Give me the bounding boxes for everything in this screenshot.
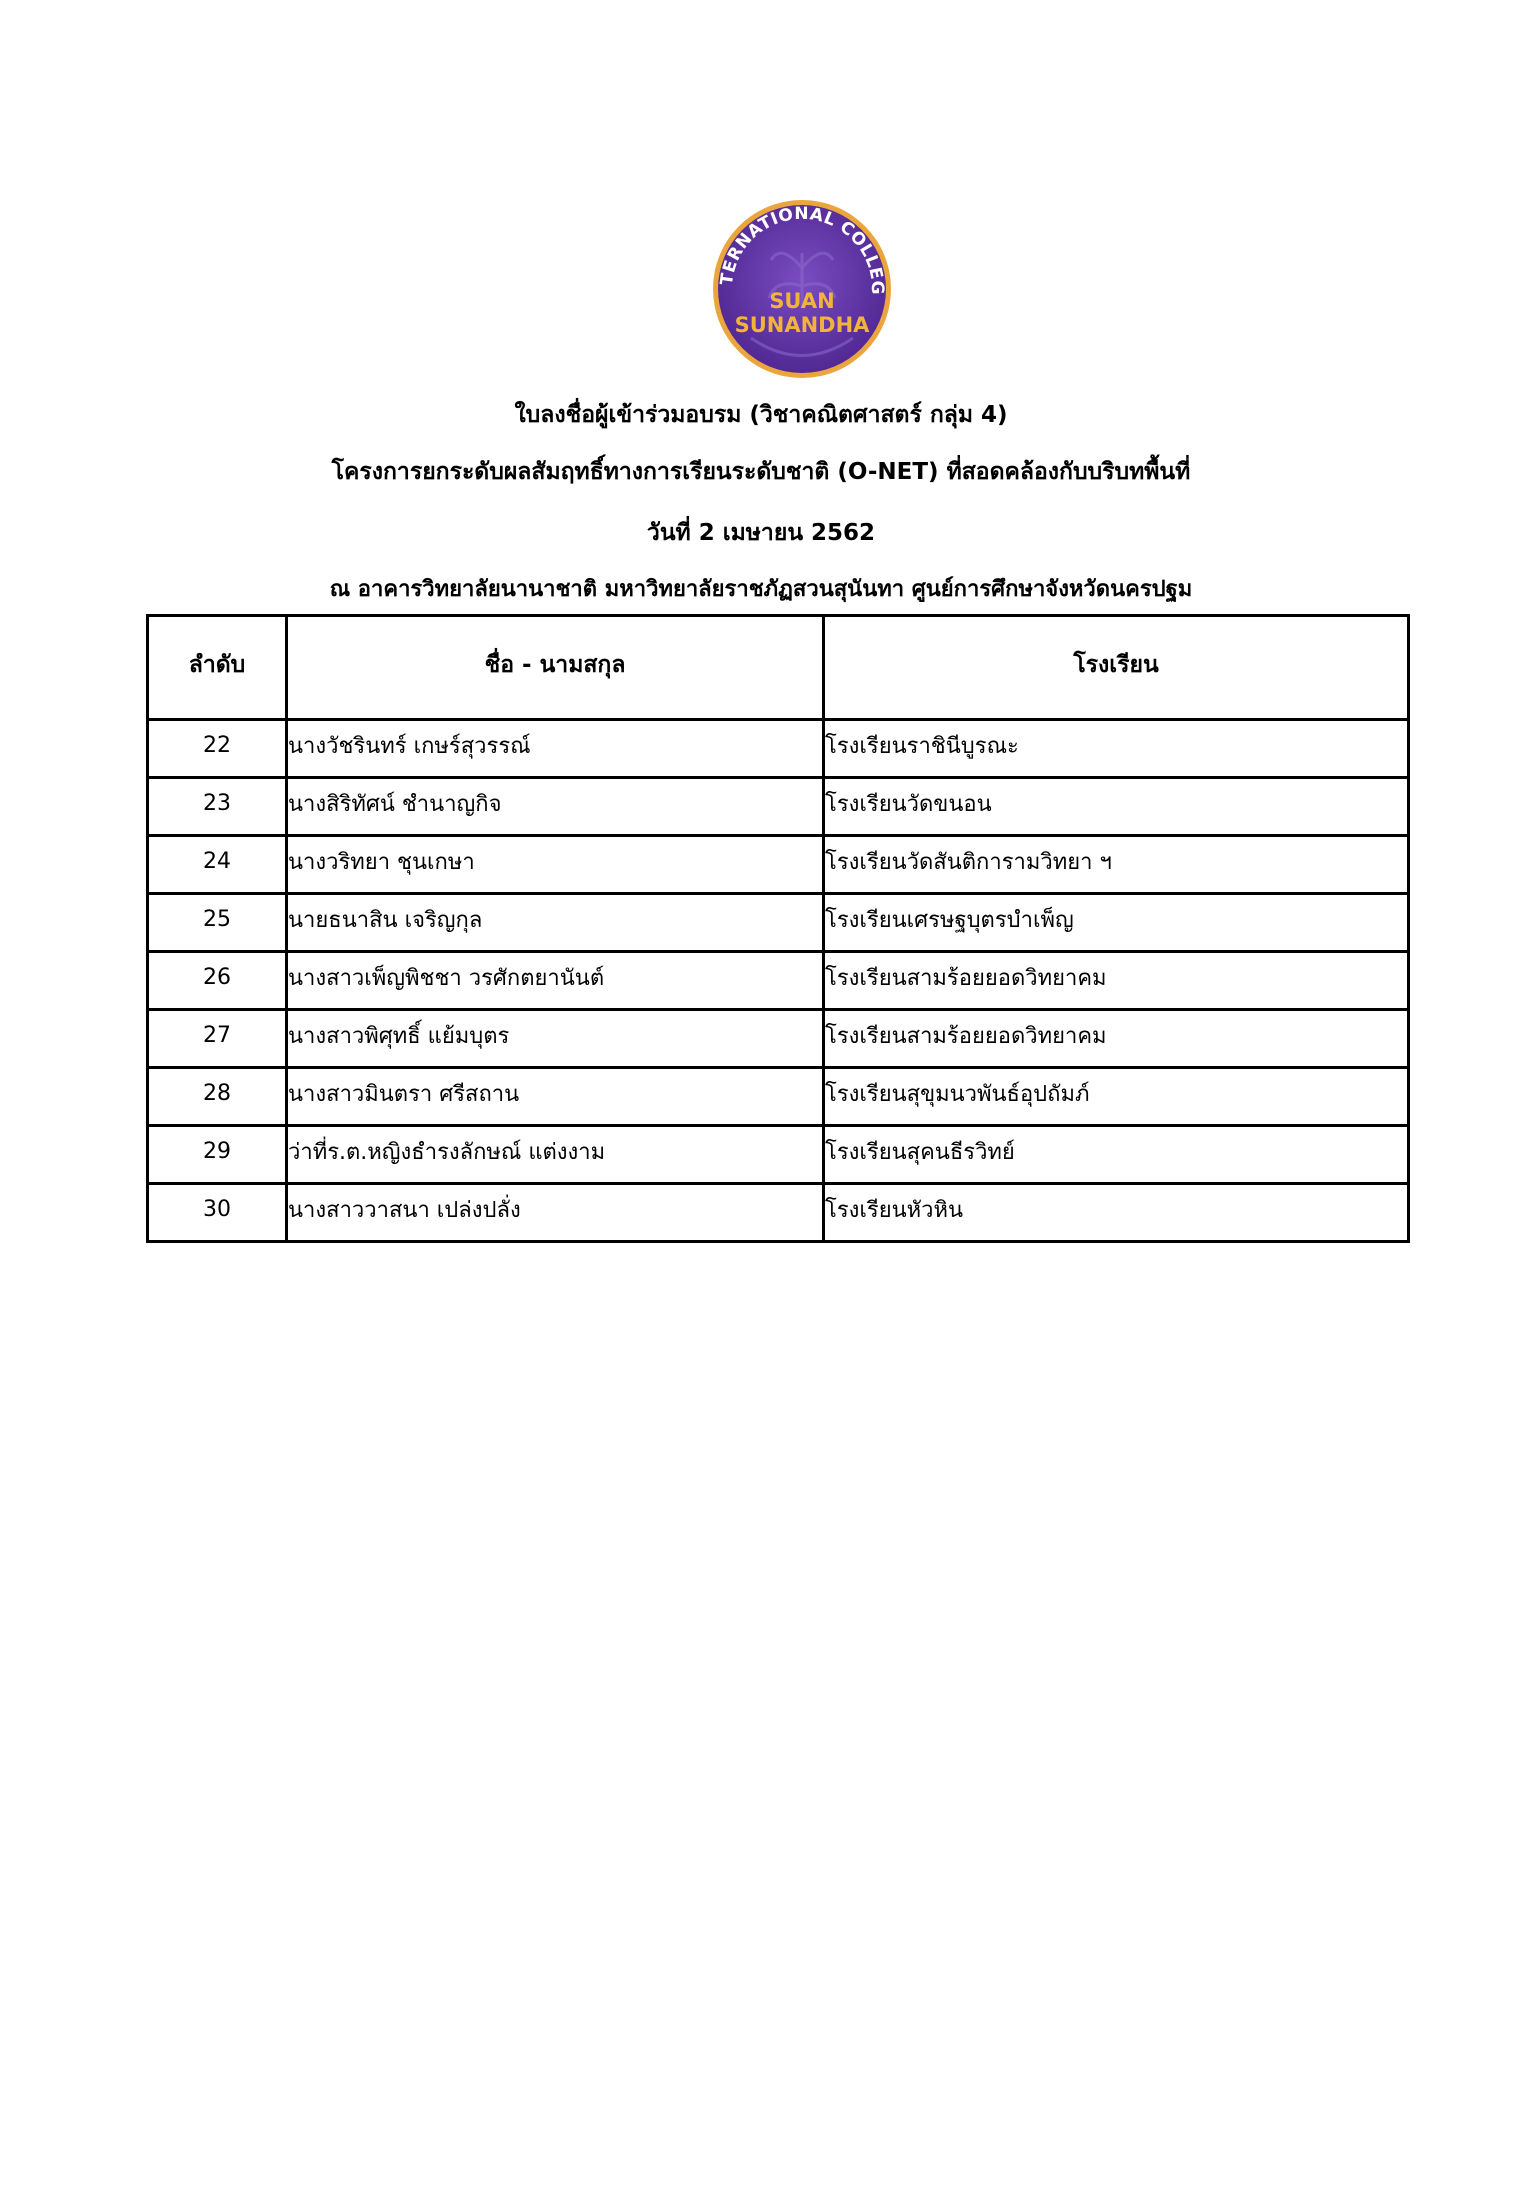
attendee-name-cell bbox=[287, 720, 824, 778]
attendee-name: นางวัชรินทร์ เกษร์สุวรรณ์ bbox=[288, 734, 531, 759]
attendee-name-cell bbox=[287, 778, 824, 836]
school-name: โรงเรียนสุคนธีรวิทย์ bbox=[825, 1140, 1015, 1165]
school-name: โรงเรียนสามร้อยยอดวิทยาคม bbox=[825, 966, 1107, 991]
table-row bbox=[148, 836, 1409, 894]
attendee-name-cell bbox=[287, 1126, 824, 1184]
row-number-cell bbox=[148, 1068, 287, 1126]
row-number-cell bbox=[148, 1126, 287, 1184]
column-header-name: ชื่อ - นามสกุล bbox=[287, 616, 824, 720]
table-header-row bbox=[148, 616, 1409, 720]
attendee-name: นางสิริทัศน์ ชำนาญกิจ bbox=[288, 792, 502, 817]
table-row bbox=[148, 720, 1409, 778]
table-row bbox=[148, 1126, 1409, 1184]
table-row bbox=[148, 1184, 1409, 1242]
row-number-cell bbox=[148, 1010, 287, 1068]
attendee-name: นางวริทยา ชุนเกษา bbox=[288, 850, 475, 875]
attendee-name-cell bbox=[287, 1068, 824, 1126]
column-header-school: โรงเรียน bbox=[824, 616, 1409, 720]
school-name: โรงเรียนราชินีบูรณะ bbox=[825, 734, 1019, 759]
attendee-name: ว่าที่ร.ต.หญิงธำรงลักษณ์ แต่งงาม bbox=[288, 1140, 606, 1165]
college-logo bbox=[711, 198, 893, 380]
school-name: โรงเรียนเศรษฐบุตรบำเพ็ญ bbox=[825, 908, 1074, 933]
row-number-cell bbox=[148, 894, 287, 952]
document-title: ใบลงชื่อผู้เข้าร่วมอบรม (วิชาคณิตศาสตร์ กลุ่ม 4) bbox=[514, 402, 1008, 428]
school-name: โรงเรียนหัวหิน bbox=[825, 1198, 964, 1223]
row-number: 24 bbox=[203, 849, 231, 874]
table-row bbox=[148, 778, 1409, 836]
row-number-cell bbox=[148, 778, 287, 836]
table-row bbox=[148, 1068, 1409, 1126]
logo-center-text-1: SUAN bbox=[769, 289, 835, 313]
row-number: 23 bbox=[203, 791, 231, 816]
school-name: โรงเรียนวัดสันติการามวิทยา ฯ bbox=[825, 850, 1112, 875]
school-name: โรงเรียนสามร้อยยอดวิทยาคม bbox=[825, 1024, 1107, 1049]
school-name-cell bbox=[824, 720, 1409, 778]
school-name-cell bbox=[824, 778, 1409, 836]
school-name-cell bbox=[824, 836, 1409, 894]
column-header-number: ลำดับ bbox=[148, 616, 287, 720]
school-name: โรงเรียนสุขุมนวพันธ์อุปถัมภ์ bbox=[825, 1082, 1090, 1107]
row-number: 22 bbox=[203, 733, 231, 758]
attendee-name-cell bbox=[287, 894, 824, 952]
attendee-name-cell bbox=[287, 836, 824, 894]
logo-center-text-2: SUNANDHA bbox=[734, 313, 870, 337]
row-number: 29 bbox=[203, 1139, 231, 1164]
table-row bbox=[148, 952, 1409, 1010]
row-number: 28 bbox=[203, 1081, 231, 1106]
row-number: 25 bbox=[203, 907, 231, 932]
row-number-cell bbox=[148, 952, 287, 1010]
row-number: 30 bbox=[203, 1197, 231, 1222]
school-name-cell bbox=[824, 1126, 1409, 1184]
school-name-cell bbox=[824, 1010, 1409, 1068]
attendee-name: นางสาวเพ็ญพิชชา วรศักตยานันต์ bbox=[288, 966, 605, 991]
attendee-name-cell bbox=[287, 1184, 824, 1242]
attendee-name: นางสาวมินตรา ศรีสถาน bbox=[288, 1082, 520, 1107]
row-number: 26 bbox=[203, 965, 231, 990]
college-seal-icon bbox=[711, 198, 893, 380]
attendee-name: นางสาววาสนา เปล่งปลั่ง bbox=[288, 1198, 521, 1223]
attendee-name: นางสาวพิศุทธิ์ แย้มบุตร bbox=[288, 1024, 510, 1049]
row-number-cell bbox=[148, 720, 287, 778]
table-row bbox=[148, 894, 1409, 952]
event-venue: ณ อาคารวิทยาลัยนานาชาติ มหาวิทยาลัยราชภัฏสวนสุนันทา ศูนย์การศึกษาจังหวัดนครปฐม bbox=[329, 577, 1193, 602]
project-name: โครงการยกระดับผลสัมฤทธิ์ทางการเรียนระดับชาติ (O-NET) ที่สอดคล้องกับบริบทพื้นที่ bbox=[331, 459, 1191, 485]
school-name-cell bbox=[824, 952, 1409, 1010]
school-name-cell bbox=[824, 894, 1409, 952]
school-name-cell bbox=[824, 1068, 1409, 1126]
row-number-cell bbox=[148, 1184, 287, 1242]
attendee-name-cell bbox=[287, 952, 824, 1010]
school-name: โรงเรียนวัดขนอน bbox=[825, 792, 992, 817]
attendee-table bbox=[146, 614, 1410, 1243]
event-date: วันที่ 2 เมษายน 2562 bbox=[646, 520, 876, 546]
table-row bbox=[148, 1010, 1409, 1068]
school-name-cell bbox=[824, 1184, 1409, 1242]
attendee-name-cell bbox=[287, 1010, 824, 1068]
logo-ring-text: TERNATIONAL COLLEG bbox=[716, 203, 888, 296]
attendee-name: นายธนาสิน เจริญกุล bbox=[288, 908, 483, 933]
row-number-cell bbox=[148, 836, 287, 894]
row-number: 27 bbox=[203, 1023, 231, 1048]
